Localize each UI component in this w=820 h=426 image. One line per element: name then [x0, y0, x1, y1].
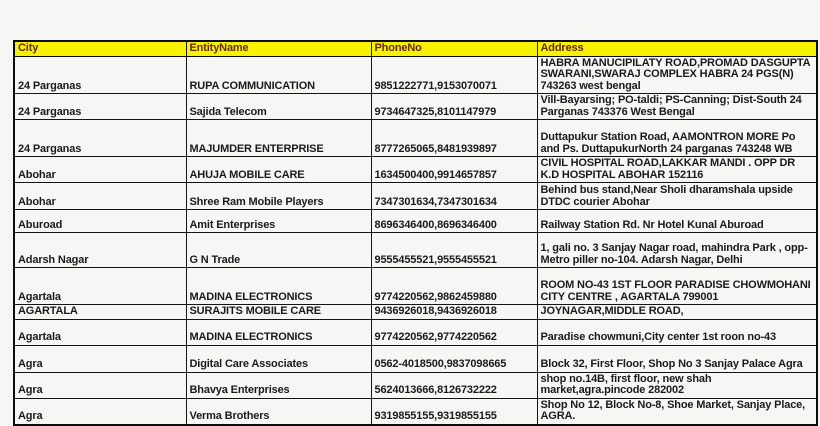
cell-address: Block 32, First Floor, Shop No 3 Sanjay Palace Agra [537, 345, 817, 372]
cell-address: Shop No 12, Block No-8, Shoe Market, Sanjay Place, AGRA. [537, 398, 817, 425]
cell-city: Abohar [14, 157, 186, 183]
cell-city: 24 Parganas [14, 120, 186, 157]
cell-phone: 8777265065,8481939897 [371, 120, 537, 157]
cell-entity: SURAJITS MOBILE CARE [186, 305, 371, 320]
cell-entity: AHUJA MOBILE CARE [186, 157, 371, 183]
cell-entity: MAJUMDER ENTERPRISE [186, 120, 371, 157]
cell-phone: 9319855155,9319855155 [371, 398, 537, 425]
table-row [14, 345, 817, 372]
table-row [14, 56, 817, 94]
contacts-table [13, 40, 818, 426]
cell-entity: G N Trade [186, 233, 371, 268]
table-row [14, 268, 817, 305]
header-row [14, 41, 817, 56]
cell-city: Agra [14, 372, 186, 398]
cell-entity: RUPA COMMUNICATION [186, 56, 371, 94]
cell-city: Abohar [14, 183, 186, 210]
cell-phone: 1634500400,9914657857 [371, 157, 537, 183]
cell-address: 1, gali no. 3 Sanjay Nagar road, mahindra Park , opp-Metro piller no-104. Adarsh Nagar, Delhi [537, 233, 817, 268]
cell-entity: MADINA ELECTRONICS [186, 319, 371, 345]
cell-city: Adarsh Nagar [14, 233, 186, 268]
table-row [14, 233, 817, 268]
cell-phone: 9774220562,9862459880 [371, 268, 537, 305]
cell-address: CIVIL HOSPITAL ROAD,LAKKAR MANDI . OPP DR K.D HOSPITAL ABOHAR 152116 [537, 157, 817, 183]
cell-phone: 5624013666,8126732222 [371, 372, 537, 398]
table-row [14, 210, 817, 233]
cell-phone: 9436926018,9436926018 [371, 305, 537, 320]
cell-city: AGARTALA [14, 305, 186, 320]
table-row [14, 305, 817, 320]
cell-entity: Sajida Telecom [186, 94, 371, 120]
table-row [14, 157, 817, 183]
cell-entity: Digital Care Associates [186, 345, 371, 372]
cell-phone: 9774220562,9774220562 [371, 319, 537, 345]
cell-city: 24 Parganas [14, 94, 186, 120]
table-row [14, 94, 817, 120]
cell-entity: MADINA ELECTRONICS [186, 268, 371, 305]
cell-entity: Amit Enterprises [186, 210, 371, 233]
cell-phone: 0562-4018500,9837098665 [371, 345, 537, 372]
table-row [14, 183, 817, 210]
spreadsheet-export [13, 40, 816, 426]
cell-address: Duttapukur Station Road, AAMONTRON MORE Po and Ps. DuttapukurNorth 24 parganas 743248 WB [537, 120, 817, 157]
table-row [14, 319, 817, 345]
cell-address: shop no.14B, first floor, new shah market,agra.pincode 282002 [537, 372, 817, 398]
table-row [14, 398, 817, 425]
cell-phone: 7347301634,7347301634 [371, 183, 537, 210]
cell-address: JOYNAGAR,MIDDLE ROAD, [537, 305, 817, 320]
cell-entity: Bhavya Enterprises [186, 372, 371, 398]
cell-city: Agra [14, 345, 186, 372]
column-header-address: Address [537, 41, 817, 56]
table-row [14, 120, 817, 157]
cell-entity: Verma Brothers [186, 398, 371, 425]
cell-address: HABRA MANUCIPILATY ROAD,PROMAD DASGUPTA SWARANI,SWARAJ COMPLEX HABRA 24 PGS(N) 743263 west bengal [537, 56, 817, 94]
column-header-entityname: EntityName [186, 41, 371, 56]
cell-city: Agra [14, 398, 186, 425]
table-row [14, 372, 817, 398]
cell-phone: 9851222771,9153070071 [371, 56, 537, 94]
cell-city: 24 Parganas [14, 56, 186, 94]
cell-entity: Shree Ram Mobile Players [186, 183, 371, 210]
cell-address: Behind bus stand,Near Sholi dharamshala upside DTDC courier Abohar [537, 183, 817, 210]
column-header-phoneno: PhoneNo [371, 41, 537, 56]
cell-phone: 8696346400,8696346400 [371, 210, 537, 233]
column-header-city: City [14, 41, 186, 56]
cell-address: ROOM NO-43 1ST FLOOR PARADISE CHOWMOHANI CITY CENTRE , AGARTALA 799001 [537, 268, 817, 305]
cell-address: Paradise chowmuni,City center 1st roon no-43 [537, 319, 817, 345]
cell-city: Aburoad [14, 210, 186, 233]
cell-address: Vill-Bayarsing; PO-taldi; PS-Canning; Dist-South 24 Parganas 743376 West Bengal [537, 94, 817, 120]
cell-address: Railway Station Rd. Nr Hotel Kunal Aburoad [537, 210, 817, 233]
cell-phone: 9734647325,8101147979 [371, 94, 537, 120]
cell-phone: 9555455521,9555455521 [371, 233, 537, 268]
cell-city: Agartala [14, 319, 186, 345]
cell-city: Agartala [14, 268, 186, 305]
